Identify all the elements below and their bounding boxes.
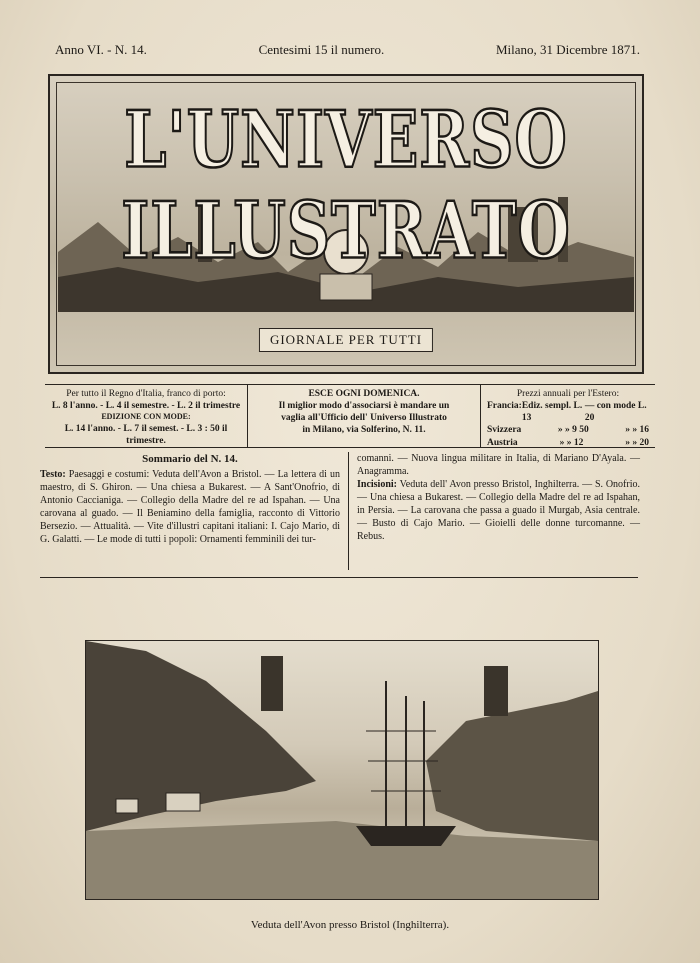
masthead-title: L'UNIVERSO ILLUSTRATO [121,95,571,277]
issue-date: Milano, 31 Dicembre 1871. [495,42,640,57]
engravings-contents: Veduta dell' Avon presso Bristol, Inghilterra. — S. Onofrio. — Una chiesa a Bukarest. — Collegio della Madre del re ad Ispahan, in Persia. — La carovana che passa a guado il Murgab, Asia centrale. — Busto di Cajo Mario. — Gioielli delle donne turcomanne. — Rebus. [357,479,640,542]
price-mode: » » 20 [625,437,649,448]
summary-heading: Sommario del N. 14. [142,453,238,465]
text-label: Testo: [40,469,66,481]
section-divider [40,577,638,578]
price-mode: » » 16 [625,425,649,436]
publication-line: Il miglior modo d'associarsi è mandare un [278,401,450,412]
masthead-subtitle: GIORNALE PER TUTTI [259,328,433,352]
price-country: Austria [487,437,518,448]
issue-number: Anno VI. - N. 14. [55,42,147,57]
subscription-line: EDIZIONE CON MODE: [101,412,191,422]
summary-left-column [40,452,349,570]
subscription-line: L. 8 l'anno. - L. 4 il semestre. - L. 2 il trimestre [51,401,241,412]
publication-line: vaglia all'Ufficio dell' Universo Illustrato [281,413,447,424]
price-row [487,424,649,436]
issue-summary [40,452,640,570]
foreign-prices-title: Prezzi annuali per l'Estero: [516,389,620,399]
engravings-label: Incisioni: [357,479,398,490]
issue-header [55,42,640,58]
subscription-line: Per tutto il Regno d'Italia, franco di porto: [66,389,226,399]
price-row [487,400,649,424]
price-row [487,437,649,449]
price-simple: » » 12 [559,437,584,448]
subscription-line: L. 14 l'anno. - L. 7 il semest. - L. 3 : 50 il trimestre. [64,423,228,446]
price-simple: Ediz. sempl. L. 13 [521,401,583,424]
price-mode: — con mode L. 20 [584,401,647,424]
publication-line: in Milano, via Solferino, N. 11. [302,425,426,436]
domestic-subscription [45,385,248,447]
price-country: Francia: [487,401,522,412]
publication-info [248,385,481,447]
engraving-illustration [86,641,598,899]
summary-right-column [349,452,640,570]
foreign-prices [481,385,655,447]
issue-price: Centesimi 15 il numero. [258,42,385,57]
engraving-caption: Veduta dell'Avon presso Bristol (Inghilterra). [250,919,450,931]
avon-bristol-engraving [85,640,599,900]
text-contents-continued: comanni. — Nuova lingua militare in Italia, di Mariano D'Ayala. — Anagramma. [357,453,640,477]
text-contents: Paesaggi e costumi: Veduta dell'Avon a Bristol. — La lettera di un maestro, di S. Ghiron. — Una chiesa a Bukarest. — A Sant'Onofrio, di Antonio Caccianiga. — Collegio della Madre del re ad Ispahan. — Una carovana al guado. — Il Beniamino della famiglia, racconto di Vittorio Bersezio. — Attualità. — Vite d'illustri capitani italiani: I. Cajo Mario, di G. Galatti. — Le mode di tutti i popoli: Ornamenti femminili dei tur- [40,469,341,546]
price-country: Svizzera [487,425,522,436]
masthead [48,74,644,374]
price-simple: » » 9 50 [557,425,589,436]
publication-line: ESCE OGNI DOMENICA. [308,389,420,399]
subscription-info [45,384,655,448]
